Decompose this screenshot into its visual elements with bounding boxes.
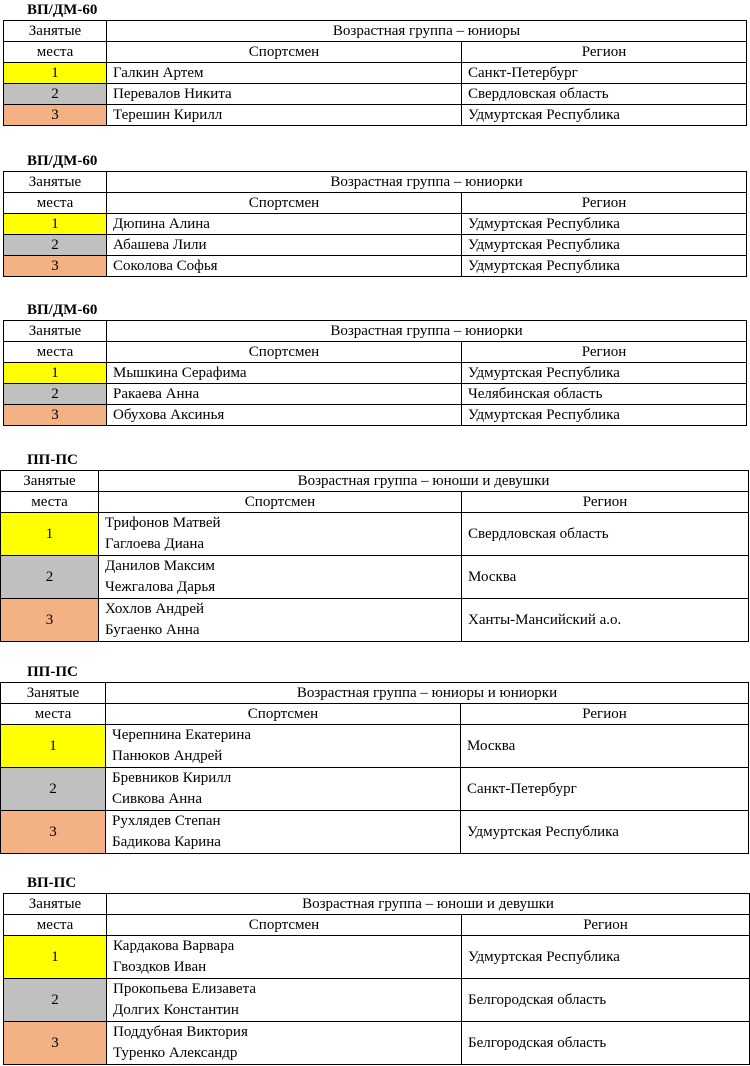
places-header-2: места xyxy=(4,193,107,214)
athlete-cell xyxy=(99,556,462,599)
age-group-header: Возрастная группа – юниоры xyxy=(107,21,747,42)
athlete-name: Абашева Лили xyxy=(113,237,207,253)
athlete-cell xyxy=(107,936,462,979)
region-header: Регион xyxy=(462,193,747,214)
region-header: Регион xyxy=(462,42,747,63)
table-row xyxy=(4,235,747,256)
places-header-2: места xyxy=(4,915,107,936)
athlete-name: Панюков Андрей xyxy=(112,748,223,764)
places-header: Занятые xyxy=(1,683,106,704)
athlete-cell xyxy=(106,725,461,768)
region-cell: Москва xyxy=(462,556,749,599)
place-cell: 1 xyxy=(4,63,107,84)
athlete-cell xyxy=(106,811,461,854)
results-table xyxy=(3,20,747,126)
athlete-name: Черепнина Екатерина xyxy=(112,727,251,743)
place-cell: 3 xyxy=(4,105,107,126)
region-cell: Москва xyxy=(461,725,749,768)
athlete-cell xyxy=(107,256,462,277)
athlete-header: Спортсмен xyxy=(107,193,462,214)
region-header: Регион xyxy=(461,704,749,725)
region-cell: Белгородская область xyxy=(462,1022,750,1065)
places-header: Занятые xyxy=(4,21,107,42)
place-cell: 3 xyxy=(4,405,107,426)
athlete-name: Кардакова Варвара xyxy=(113,938,235,954)
athlete-cell xyxy=(107,363,462,384)
athlete-name: Хохлов Андрей xyxy=(105,601,205,617)
athlete-cell xyxy=(107,384,462,405)
table-row xyxy=(1,599,749,642)
region-cell: Удмуртская Республика xyxy=(462,105,747,126)
athlete-cell xyxy=(107,105,462,126)
region-cell: Свердловская область xyxy=(462,513,749,556)
place-cell: 2 xyxy=(4,84,107,105)
section-title: ВП/ДМ-60 xyxy=(27,153,98,169)
results-table xyxy=(3,320,747,426)
place-cell: 1 xyxy=(4,936,107,979)
section-title: ВП/ДМ-60 xyxy=(27,302,98,318)
athlete-name: Терешин Кирилл xyxy=(113,107,223,123)
table-row xyxy=(4,256,747,277)
athlete-name: Перевалов Никита xyxy=(113,86,232,102)
place-cell: 1 xyxy=(1,725,106,768)
athlete-name: Гаглоева Диана xyxy=(105,536,205,552)
header-row xyxy=(4,172,747,193)
place-cell: 2 xyxy=(1,768,106,811)
places-header: Занятые xyxy=(4,321,107,342)
table-row xyxy=(4,363,747,384)
athlete-header: Спортсмен xyxy=(107,42,462,63)
region-cell: Белгородская область xyxy=(462,979,750,1022)
region-cell: Удмуртская Республика xyxy=(461,811,749,854)
header-row xyxy=(4,21,747,42)
place-cell: 1 xyxy=(1,513,99,556)
place-cell: 1 xyxy=(4,214,107,235)
athlete-cell xyxy=(107,214,462,235)
athlete-name: Мышкина Серафима xyxy=(113,365,247,381)
athlete-name: Гвоздков Иван xyxy=(113,959,207,975)
athlete-name: Рухлядев Степан xyxy=(112,813,221,829)
athlete-name: Чежгалова Дарья xyxy=(105,579,216,595)
region-cell: Свердловская область xyxy=(462,84,747,105)
place-cell: 2 xyxy=(4,384,107,405)
age-group-header: Возрастная группа – юниорки xyxy=(107,321,747,342)
results-table xyxy=(0,470,749,642)
header-row xyxy=(4,42,747,63)
region-header: Регион xyxy=(462,915,750,936)
athlete-cell xyxy=(107,63,462,84)
place-cell: 1 xyxy=(4,363,107,384)
region-cell: Санкт-Петербург xyxy=(462,63,747,84)
region-cell: Челябинская область xyxy=(462,384,747,405)
athlete-cell xyxy=(107,235,462,256)
results-table xyxy=(3,893,750,1065)
table-row xyxy=(4,1022,750,1065)
place-cell: 2 xyxy=(1,556,99,599)
table-row xyxy=(4,84,747,105)
region-cell: Удмуртская Республика xyxy=(462,405,747,426)
athlete-name: Долгих Константин xyxy=(113,1002,239,1018)
athlete-name: Туренко Александр xyxy=(113,1045,238,1061)
table-row xyxy=(4,405,747,426)
header-row xyxy=(1,492,749,513)
place-cell: 2 xyxy=(4,979,107,1022)
place-cell: 2 xyxy=(4,235,107,256)
section-title: ПП-ПС xyxy=(27,664,78,680)
places-header-2: места xyxy=(1,492,99,513)
athlete-cell xyxy=(107,1022,462,1065)
region-cell: Удмуртская Республика xyxy=(462,235,747,256)
athlete-name: Прокопьева Елизавета xyxy=(113,981,256,997)
age-group-header: Возрастная группа – юниоры и юниорки xyxy=(106,683,749,704)
athlete-header: Спортсмен xyxy=(99,492,462,513)
athlete-name: Соколова Софья xyxy=(113,258,218,274)
places-header: Занятые xyxy=(1,471,99,492)
region-cell: Удмуртская Республика xyxy=(462,256,747,277)
place-cell: 3 xyxy=(1,599,99,642)
table-row xyxy=(4,105,747,126)
athlete-name: Бадикова Карина xyxy=(112,834,221,850)
place-cell: 3 xyxy=(4,1022,107,1065)
athlete-name: Поддубная Виктория xyxy=(113,1024,248,1040)
athlete-header: Спортсмен xyxy=(106,704,461,725)
table-row xyxy=(1,513,749,556)
athlete-cell xyxy=(107,979,462,1022)
table-row xyxy=(4,936,750,979)
age-group-header: Возрастная группа – юноши и девушки xyxy=(99,471,749,492)
athlete-name: Галкин Артем xyxy=(113,65,204,81)
results-table xyxy=(3,171,747,277)
athlete-cell xyxy=(99,513,462,556)
athlete-name: Трифонов Матвей xyxy=(105,515,221,531)
header-row xyxy=(4,193,747,214)
section-title: ПП-ПС xyxy=(27,452,78,468)
header-row xyxy=(1,471,749,492)
region-cell: Удмуртская Республика xyxy=(462,936,750,979)
places-header-2: места xyxy=(1,704,106,725)
header-row xyxy=(4,894,750,915)
age-group-header: Возрастная группа – юноши и девушки xyxy=(107,894,750,915)
header-row xyxy=(4,321,747,342)
athlete-name: Бугаенко Анна xyxy=(105,622,200,638)
header-row xyxy=(4,342,747,363)
places-header-2: места xyxy=(4,42,107,63)
region-header: Регион xyxy=(462,342,747,363)
header-row xyxy=(1,683,749,704)
table-row xyxy=(1,725,749,768)
table-row xyxy=(4,384,747,405)
region-header: Регион xyxy=(462,492,749,513)
table-row xyxy=(1,556,749,599)
athlete-name: Дюпина Алина xyxy=(113,216,210,232)
section-title: ВП-ПС xyxy=(27,875,77,891)
region-cell: Санкт-Петербург xyxy=(461,768,749,811)
table-row xyxy=(1,811,749,854)
athlete-name: Ракаева Анна xyxy=(113,386,200,402)
header-row xyxy=(1,704,749,725)
results-table xyxy=(0,682,749,854)
athlete-name: Бревников Кирилл xyxy=(112,770,232,786)
table-row xyxy=(4,63,747,84)
header-row xyxy=(4,915,750,936)
place-cell: 3 xyxy=(4,256,107,277)
section-title: ВП/ДМ-60 xyxy=(27,2,98,18)
athlete-name: Обухова Аксинья xyxy=(113,407,225,423)
athlete-header: Спортсмен xyxy=(107,915,462,936)
athlete-header: Спортсмен xyxy=(107,342,462,363)
places-header: Занятые xyxy=(4,172,107,193)
region-cell: Удмуртская Республика xyxy=(462,363,747,384)
athlete-name: Сивкова Анна xyxy=(112,791,202,807)
table-row xyxy=(4,214,747,235)
table-row xyxy=(1,768,749,811)
table-row xyxy=(4,979,750,1022)
age-group-header: Возрастная группа – юниорки xyxy=(107,172,747,193)
places-header-2: места xyxy=(4,342,107,363)
athlete-cell xyxy=(106,768,461,811)
athlete-cell xyxy=(99,599,462,642)
athlete-cell xyxy=(107,405,462,426)
region-cell: Удмуртская Республика xyxy=(462,214,747,235)
places-header: Занятые xyxy=(4,894,107,915)
place-cell: 3 xyxy=(1,811,106,854)
region-cell: Ханты-Мансийский а.о. xyxy=(462,599,749,642)
athlete-name: Данилов Максим xyxy=(105,558,215,574)
athlete-cell xyxy=(107,84,462,105)
